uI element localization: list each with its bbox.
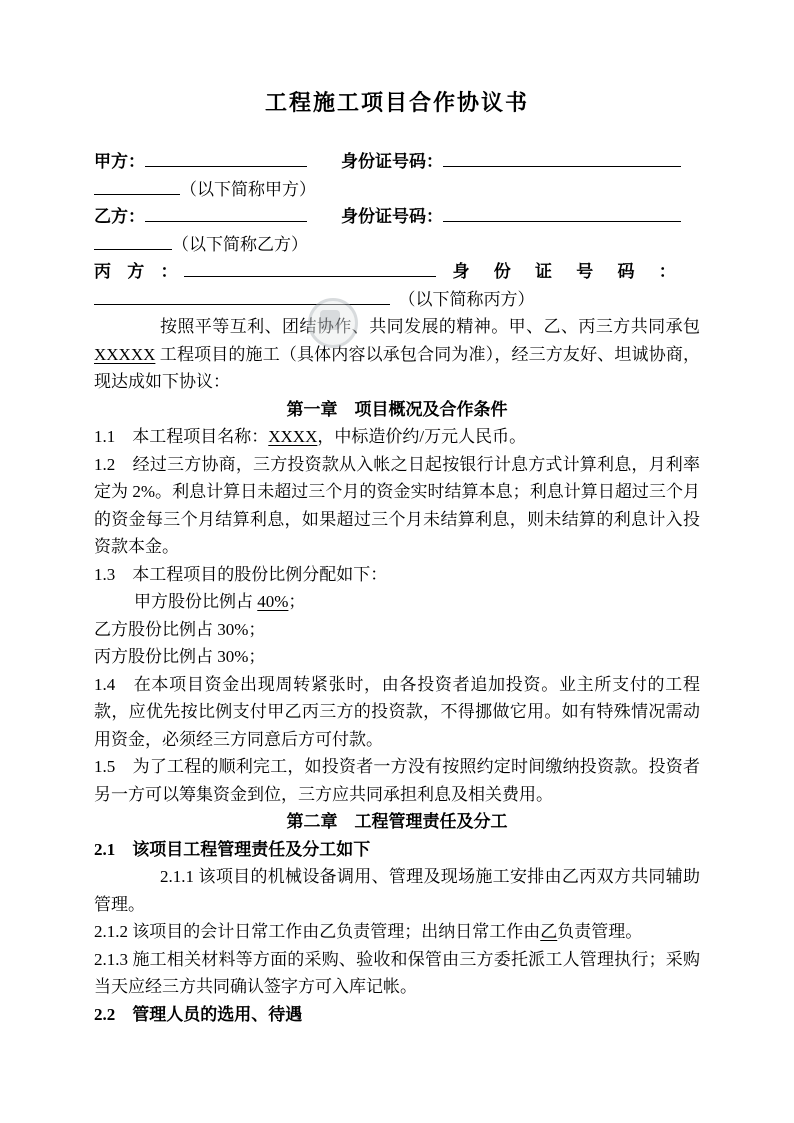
text-run [307,152,341,171]
document-body [94,148,700,1028]
blank-underline [145,207,307,222]
share-c [94,643,700,671]
party-b-line [94,203,700,231]
blank-underline [94,235,172,250]
text-run: 甲方： [94,152,145,171]
clause-2-2 [94,1001,700,1029]
text-run: 第一章 项目概况及合作条件 [286,399,508,419]
text-run: 负责管理。 [557,922,643,941]
text-run: 2.1.1 该项目的机械设备调用、管理及现场施工安排由乙丙双方共同辅助管理。 [94,867,700,914]
text-run: 1.5 为了工程的顺利完工，如投资者一方没有按照约定时间缴纳投资款。投资者另一方可以筹集资金到位，三方应共同承担利息及相关费用。 [94,757,700,804]
text-run [307,207,341,226]
text-run: 40% [257,592,289,611]
party-a-alias [94,176,700,204]
share-a [94,588,700,616]
text-run: 1.1 本工程项目名称： [94,427,269,446]
party-c-line [94,258,700,286]
blank-underline [94,180,180,195]
text-run: 丙 方 ： [94,262,184,281]
text-run: 2.1 该项目工程管理责任及分工如下 [94,839,371,859]
clause-1-1 [94,423,700,451]
share-b [94,616,700,644]
chapter-1-heading [94,396,700,424]
text-run: XXXXX [94,344,156,364]
blank-underline [94,290,390,305]
text-run: 丙方股份比例占 30%； [94,647,266,666]
text-run: （以下简称丙方） [390,289,535,309]
party-c-alias [94,286,700,314]
text-run: 第二章 工程管理责任及分工 [286,812,508,831]
blank-underline [443,207,681,222]
text-run: （以下简称乙方） [172,234,308,254]
chapter-2-heading [94,808,700,836]
text-run: 乙方： [94,207,145,226]
text-run: ； [288,592,306,611]
text-run: 1.4 在本项目资金出现周转紧张时，由各投资者追加投资。业主所支付的工程款，应优先按比例支付甲乙丙三方的投资款，不得挪做它用。如有特殊情况需动用资金，必须经三方同意后方可付款。 [94,674,700,749]
party-b-alias [94,231,700,259]
text-run: 2.2 管理人员的选用、待遇 [94,1004,303,1024]
text-run: （以下简称甲方） [180,179,316,199]
clause-1-3 [94,561,700,589]
text-run: 2.1.3 施工相关材料等方面的采购、验收和保管由三方委托派工人管理执行；采购当天应经三方共同确认签字方可入库记帐。 [94,949,700,996]
blank-underline [145,152,307,167]
clause-2-1-1 [94,863,700,918]
text-run: 甲方股份比例占 [134,592,258,611]
clause-2-1-2 [94,918,700,946]
blank-underline [184,262,436,277]
text-run: XXXX [268,427,318,446]
text-run [436,262,453,281]
clause-2-1-3 [94,946,700,1001]
clause-2-1 [94,836,700,864]
party-a-line [94,148,700,176]
document-title: 工程施工项目合作协议书 [264,90,529,115]
text-run: 工程项目的施工（具体内容以承包合同为准），经三方友好、坦诚协商，现达成如下协议： [94,344,700,391]
text-run: 1.3 本工程项目的股份比例分配如下： [94,564,388,584]
clause-1-4 [94,671,700,754]
clause-1-2 [94,451,700,561]
text-run: 按照平等互利、团结协作、共同发展的精神。甲、乙、丙三方共同承包 [160,317,700,336]
text-run: ，中标造价约/万元人民币。 [317,427,527,446]
text-run: 身份证号码： [341,207,443,226]
text-run: 2.1.2 该项目的会计日常工作由乙负责管理；出纳日常工作由 [94,922,541,941]
text-run: 身份证号码： [341,152,443,171]
text-run: 乙 [540,922,558,941]
text-run: 身 份 证 号 码 ： [452,262,686,281]
text-run: 1.2 经过三方协商，三方投资款从入帐之日起按银行计息方式计算利息，月利率定为 2%。利息计算日未超过三个月的资金实时结算本息；利息计算日超过三个月的资金每三个月结算利息，如果超过三个月未结算利息，则未结算的利息计入投资款本金。 [94,454,700,556]
intro-paragraph [94,313,700,396]
text-run: 乙方股份比例占 30%； [94,619,266,639]
blank-underline [443,152,681,167]
clause-1-5 [94,753,700,808]
